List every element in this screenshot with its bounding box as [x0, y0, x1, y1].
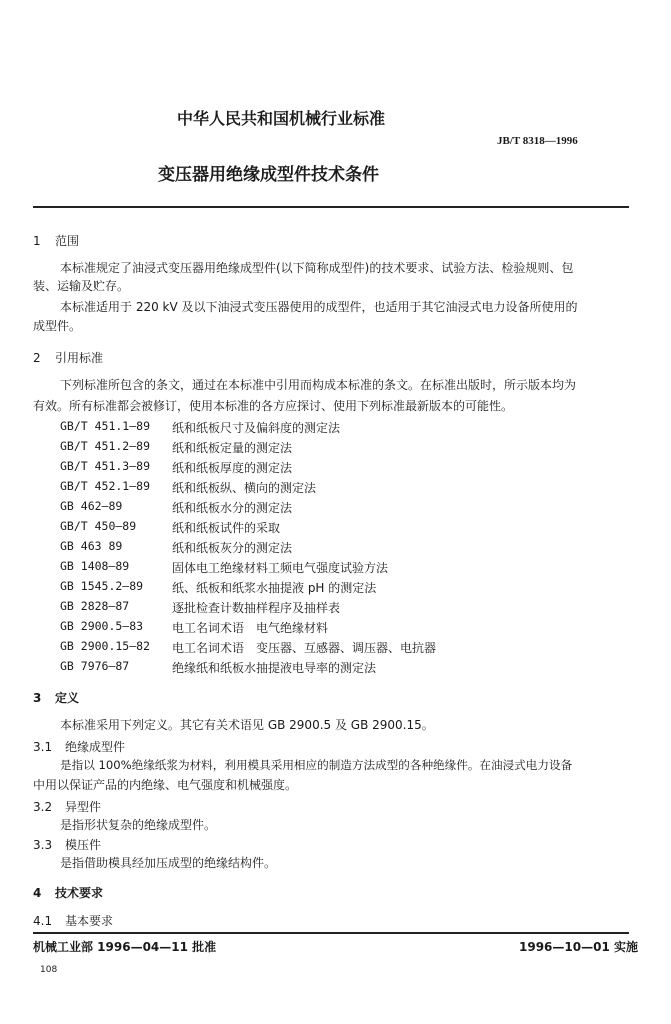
reference-title: 纸和纸板试件的采取 — [172, 521, 281, 535]
section-4-heading — [33, 884, 103, 901]
reference-title: 电工名词术语 电气绝缘材料 — [172, 621, 329, 635]
reference-title: 纸和纸板灰分的测定法 — [172, 541, 293, 555]
section-title: 技术要求 — [55, 886, 104, 900]
page-number: 108 — [40, 965, 58, 975]
subsection-4-1-heading — [33, 912, 113, 929]
subsection-title: 模压件 — [65, 838, 102, 852]
section-number: 2 — [33, 351, 41, 365]
reference-code: GB/T 450—89 — [60, 519, 137, 533]
reference-code: GB 463 89 — [60, 539, 123, 553]
reference-code: GB 1408—89 — [60, 559, 130, 573]
implementation-date: 1996—10—01 实施 — [519, 940, 638, 954]
reference-code: GB 2828—87 — [60, 599, 130, 613]
footer-rule — [33, 932, 629, 934]
reference-title: 纸和纸板纵、横向的测定法 — [172, 481, 317, 495]
definition-text: 是指借助模具经加压成型的绝缘结构件。 — [60, 856, 277, 870]
paragraph: 本标准规定了油浸式变压器用绝缘成型件(以下简称成型件)的技术要求、试验方法、检验规则、包 — [60, 261, 574, 275]
reference-title: 纸和纸板尺寸及偏斜度的测定法 — [172, 421, 341, 435]
reference-title: 纸和纸板定量的测定法 — [172, 441, 293, 455]
definition-text: 是指以 100%绝缘纸浆为材料，利用模具采用相应的制造方法成型的各种绝缘件。在油浸式电力设备 — [60, 758, 573, 772]
reference-title: 绝缘纸和纸板水抽提液电导率的测定法 — [172, 661, 377, 675]
subsection-3-2-heading — [33, 798, 101, 815]
paragraph-continuation: 装、运输及贮存。 — [33, 279, 130, 293]
reference-title: 固体电工绝缘材料工频电气强度试验方法 — [172, 561, 389, 575]
reference-code: GB/T 451.3—89 — [60, 459, 151, 473]
header-rule — [33, 206, 629, 208]
section-number: 4 — [33, 886, 42, 900]
subsection-number: 4.1 — [33, 914, 53, 928]
reference-code: GB 1545.2—89 — [60, 579, 144, 593]
approval-statement: 机械工业部 1996—04—11 批准 — [33, 940, 217, 954]
paragraph: 下列标准所包含的条文，通过在本标准中引用而构成本标准的条文。在标准出版时，所示版本均为 — [60, 378, 577, 392]
reference-title: 纸和纸板厚度的测定法 — [172, 461, 293, 475]
subsection-number: 3.1 — [33, 740, 53, 754]
subsection-number: 3.3 — [33, 838, 53, 852]
subsection-3-3-heading — [33, 836, 101, 853]
reference-code: GB/T 451.1—89 — [60, 419, 151, 433]
section-3-heading — [33, 689, 79, 706]
reference-code: GB 462—89 — [60, 499, 123, 513]
subsection-title: 异型件 — [65, 800, 102, 814]
reference-code: GB/T 452.1—89 — [60, 479, 151, 493]
paragraph: 本标准采用下列定义。其它有关术语见 GB 2900.5 及 GB 2900.15。 — [60, 718, 434, 732]
reference-title: 电工名词术语 变压器、互感器、调压器、电抗器 — [172, 641, 437, 655]
reference-code: GB 2900.15—82 — [60, 639, 151, 653]
reference-title: 纸和纸板水分的测定法 — [172, 501, 293, 515]
section-number: 3 — [33, 691, 42, 705]
section-2-heading — [33, 349, 103, 366]
reference-title: 逐批检查计数抽样程序及抽样表 — [172, 601, 341, 615]
section-title: 定义 — [55, 691, 80, 705]
standard-number: JB/T 8318—1996 — [497, 135, 578, 147]
subsection-3-1-heading — [33, 738, 125, 755]
subsection-title: 基本要求 — [65, 914, 114, 928]
section-number: 1 — [33, 234, 41, 248]
definition-text-continuation: 中用以保证产品的内绝缘、电气强度和机械强度。 — [33, 778, 298, 792]
paragraph-continuation: 成型件。 — [33, 319, 82, 333]
reference-code: GB/T 451.2—89 — [60, 439, 151, 453]
paragraph: 本标准适用于 220 kV 及以下油浸式变压器使用的成型件，也适用于其它油浸式电力设备所使用的 — [60, 300, 578, 314]
reference-code: GB 2900.5—83 — [60, 619, 144, 633]
definition-text: 是指形状复杂的绝缘成型件。 — [60, 818, 217, 832]
reference-title: 纸、纸板和纸浆水抽提液 pH 的测定法 — [172, 581, 377, 595]
subsection-title: 绝缘成型件 — [65, 740, 126, 754]
section-title: 引用标准 — [55, 351, 104, 365]
document-title: 变压器用绝缘成型件技术条件 — [158, 165, 379, 185]
section-1-heading — [33, 232, 79, 249]
section-title: 范围 — [55, 234, 80, 248]
paragraph-continuation: 有效。所有标准都会被修订，使用本标准的各方应探讨、使用下列标准最新版本的可能性。 — [33, 399, 514, 413]
reference-code: GB 7976—87 — [60, 659, 130, 673]
subsection-number: 3.2 — [33, 800, 53, 814]
issuing-body: 中华人民共和国机械行业标准 — [177, 109, 386, 128]
